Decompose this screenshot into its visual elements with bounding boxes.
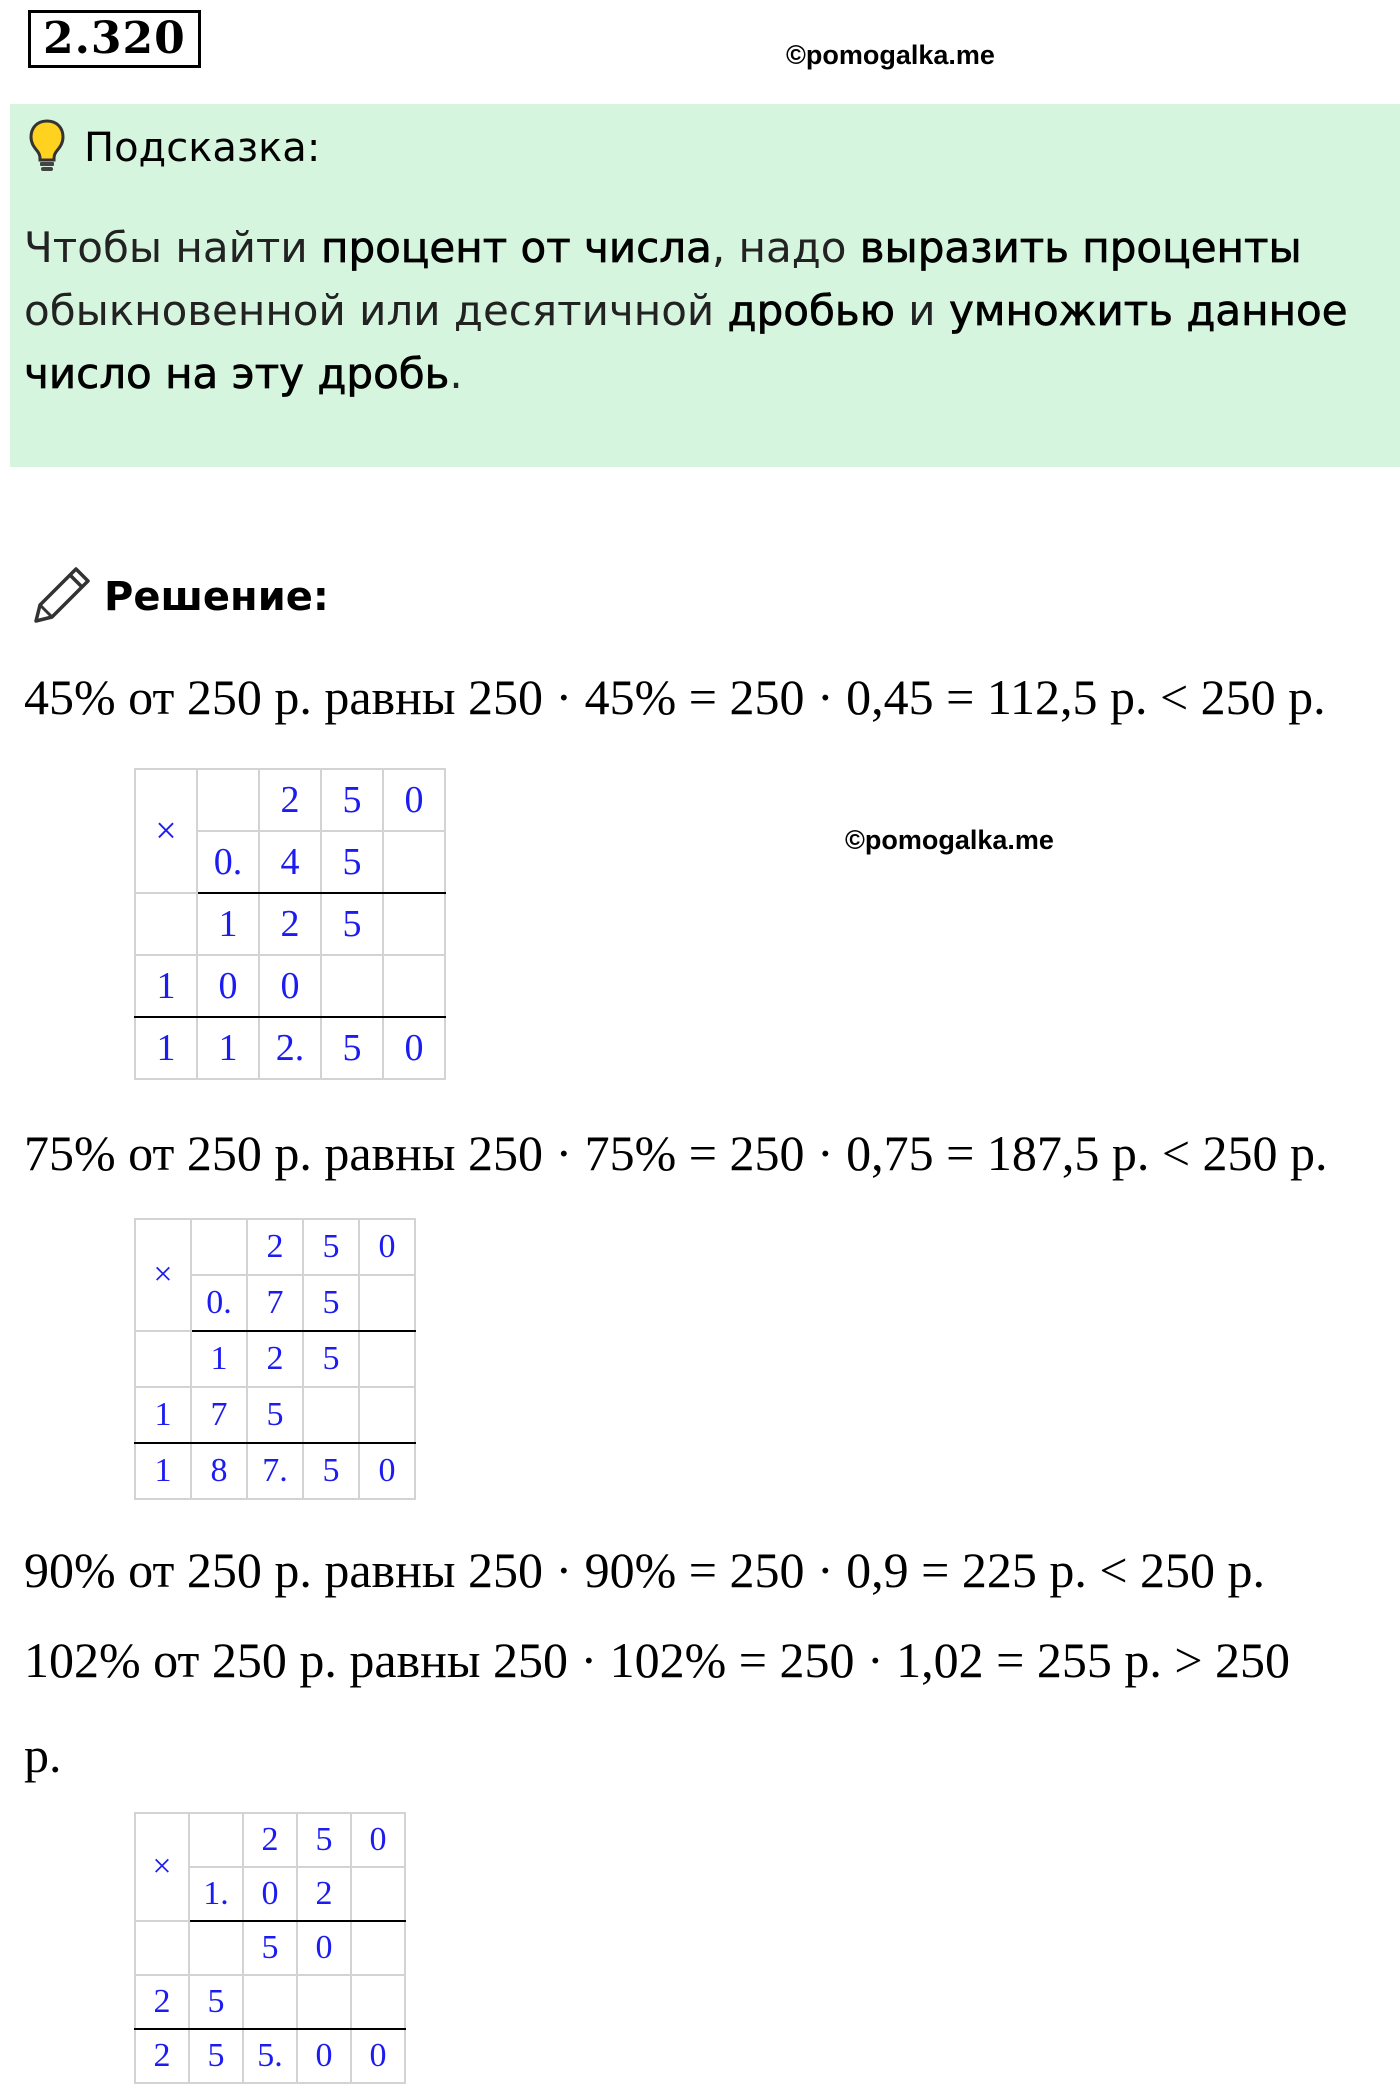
- digit-cell: 1: [135, 1017, 197, 1079]
- solution-line-2: 75% от 250 р. равны 250 · 75% = 250 · 0,75 = 187,5 р. < 250 р.: [24, 1125, 1328, 1181]
- digit-cell: [135, 1331, 191, 1387]
- digit-cell: 5: [321, 831, 383, 893]
- digit-cell: 2: [259, 893, 321, 955]
- hint-emphasis: процент от числа: [320, 223, 712, 272]
- hint-heading: [28, 118, 320, 178]
- hint-text-segment: , надо: [711, 223, 860, 272]
- digit-cell: 1: [135, 1387, 191, 1443]
- calc-row: [135, 893, 445, 955]
- digit-cell: 5: [303, 1275, 359, 1331]
- digit-cell: [189, 1921, 243, 1975]
- digit-cell: 7: [191, 1387, 247, 1443]
- multiply-sign: ×: [135, 769, 197, 893]
- watermark: ©pomogalka.me: [845, 825, 1054, 855]
- digit-cell: [135, 893, 197, 955]
- digit-cell: 0: [297, 2029, 351, 2083]
- solution-line-1: 45% от 250 р. равны 250 · 45% = 250 · 0,45 = 112,5 р. < 250 р.: [24, 669, 1326, 725]
- digit-cell: 5: [189, 2029, 243, 2083]
- multiply-sign: ×: [135, 1813, 189, 1921]
- digit-cell: 0: [351, 1813, 405, 1867]
- calc-row: [135, 955, 445, 1017]
- multiplication-table-2: [134, 1218, 416, 1500]
- digit-cell: [243, 1975, 297, 2029]
- digit-cell: [383, 955, 445, 1017]
- hint-text-segment: обыкновенной или десятичной: [24, 286, 728, 335]
- digit-cell: 0.: [191, 1275, 247, 1331]
- digit-cell: 5: [243, 1921, 297, 1975]
- hint-emphasis: умножить данное число на эту дробь: [24, 286, 1348, 398]
- hint-text-segment: .: [449, 349, 463, 398]
- solution-heading: [30, 565, 329, 629]
- digit-cell: 5: [321, 1017, 383, 1079]
- digit-cell: 7.: [247, 1443, 303, 1499]
- lightbulb-icon: [28, 118, 66, 178]
- digit-cell: 0: [297, 1921, 351, 1975]
- solution-title: Решение:: [104, 574, 329, 620]
- digit-cell: [351, 1867, 405, 1921]
- digit-cell: [359, 1387, 415, 1443]
- digit-cell: 2: [259, 769, 321, 831]
- digit-cell: [351, 1975, 405, 2029]
- digit-cell: [189, 1813, 243, 1867]
- digit-cell: 1: [135, 1443, 191, 1499]
- hint-text: [24, 216, 1374, 405]
- digit-cell: 5: [297, 1813, 351, 1867]
- digit-cell: 2: [297, 1867, 351, 1921]
- digit-cell: 5: [303, 1219, 359, 1275]
- digit-cell: [359, 1331, 415, 1387]
- hint-emphasis: дробью: [727, 286, 895, 335]
- pencil-icon: [30, 563, 94, 631]
- digit-cell: [197, 769, 259, 831]
- solution-line-5: р.: [24, 1727, 62, 1783]
- digit-cell: [383, 831, 445, 893]
- calc-row: [135, 1443, 415, 1499]
- digit-cell: 5: [321, 769, 383, 831]
- digit-cell: 1: [197, 893, 259, 955]
- calc-row: [135, 1387, 415, 1443]
- digit-cell: [321, 955, 383, 1017]
- watermark: ©pomogalka.me: [786, 40, 995, 70]
- solution-line-3: 90% от 250 р. равны 250 · 90% = 250 · 0,9 = 225 р. < 250 р.: [24, 1542, 1266, 1598]
- digit-cell: 0: [383, 1017, 445, 1079]
- calc-row: [135, 1975, 405, 2029]
- digit-cell: 0: [197, 955, 259, 1017]
- digit-cell: 0: [351, 2029, 405, 2083]
- digit-cell: 2: [135, 1975, 189, 2029]
- multiplication-table-3: [134, 1812, 406, 2084]
- multiplication-table-1: [134, 768, 446, 1080]
- digit-cell: [351, 1921, 405, 1975]
- digit-cell: 5: [303, 1443, 359, 1499]
- digit-cell: [135, 1921, 189, 1975]
- digit-cell: 2: [135, 2029, 189, 2083]
- digit-cell: 5: [321, 893, 383, 955]
- digit-cell: [191, 1219, 247, 1275]
- calc-row: [135, 1219, 415, 1275]
- calc-row: [135, 1813, 405, 1867]
- digit-cell: 1: [197, 1017, 259, 1079]
- calc-row: [135, 1331, 415, 1387]
- digit-cell: 2.: [259, 1017, 321, 1079]
- digit-cell: 2: [243, 1813, 297, 1867]
- digit-cell: 8: [191, 1443, 247, 1499]
- task-number: 2.320: [28, 10, 201, 68]
- digit-cell: [383, 893, 445, 955]
- digit-cell: 5: [189, 1975, 243, 2029]
- digit-cell: 0: [243, 1867, 297, 1921]
- digit-cell: 5.: [243, 2029, 297, 2083]
- digit-cell: 0: [359, 1443, 415, 1499]
- solution-line-4: 102% от 250 р. равны 250 · 102% = 250 · 1,02 = 255 р. > 250: [24, 1632, 1291, 1688]
- calc-row: [135, 1017, 445, 1079]
- digit-cell: [303, 1387, 359, 1443]
- digit-cell: 2: [247, 1219, 303, 1275]
- calc-row: [135, 769, 445, 831]
- digit-cell: 1.: [189, 1867, 243, 1921]
- hint-text-segment: Чтобы найти: [24, 223, 321, 272]
- digit-cell: 5: [303, 1331, 359, 1387]
- digit-cell: [359, 1275, 415, 1331]
- digit-cell: 0: [359, 1219, 415, 1275]
- digit-cell: 7: [247, 1275, 303, 1331]
- digit-cell: 2: [247, 1331, 303, 1387]
- calc-row: [135, 1921, 405, 1975]
- digit-cell: 4: [259, 831, 321, 893]
- digit-cell: 0: [383, 769, 445, 831]
- digit-cell: 1: [191, 1331, 247, 1387]
- digit-cell: [297, 1975, 351, 2029]
- digit-cell: 0: [259, 955, 321, 1017]
- hint-emphasis: выразить проценты: [859, 223, 1302, 272]
- digit-cell: 0.: [197, 831, 259, 893]
- hint-title: Подсказка:: [84, 125, 321, 171]
- digit-cell: 5: [247, 1387, 303, 1443]
- calc-row: [135, 2029, 405, 2083]
- hint-text-segment: и: [894, 286, 949, 335]
- digit-cell: 1: [135, 955, 197, 1017]
- multiply-sign: ×: [135, 1219, 191, 1331]
